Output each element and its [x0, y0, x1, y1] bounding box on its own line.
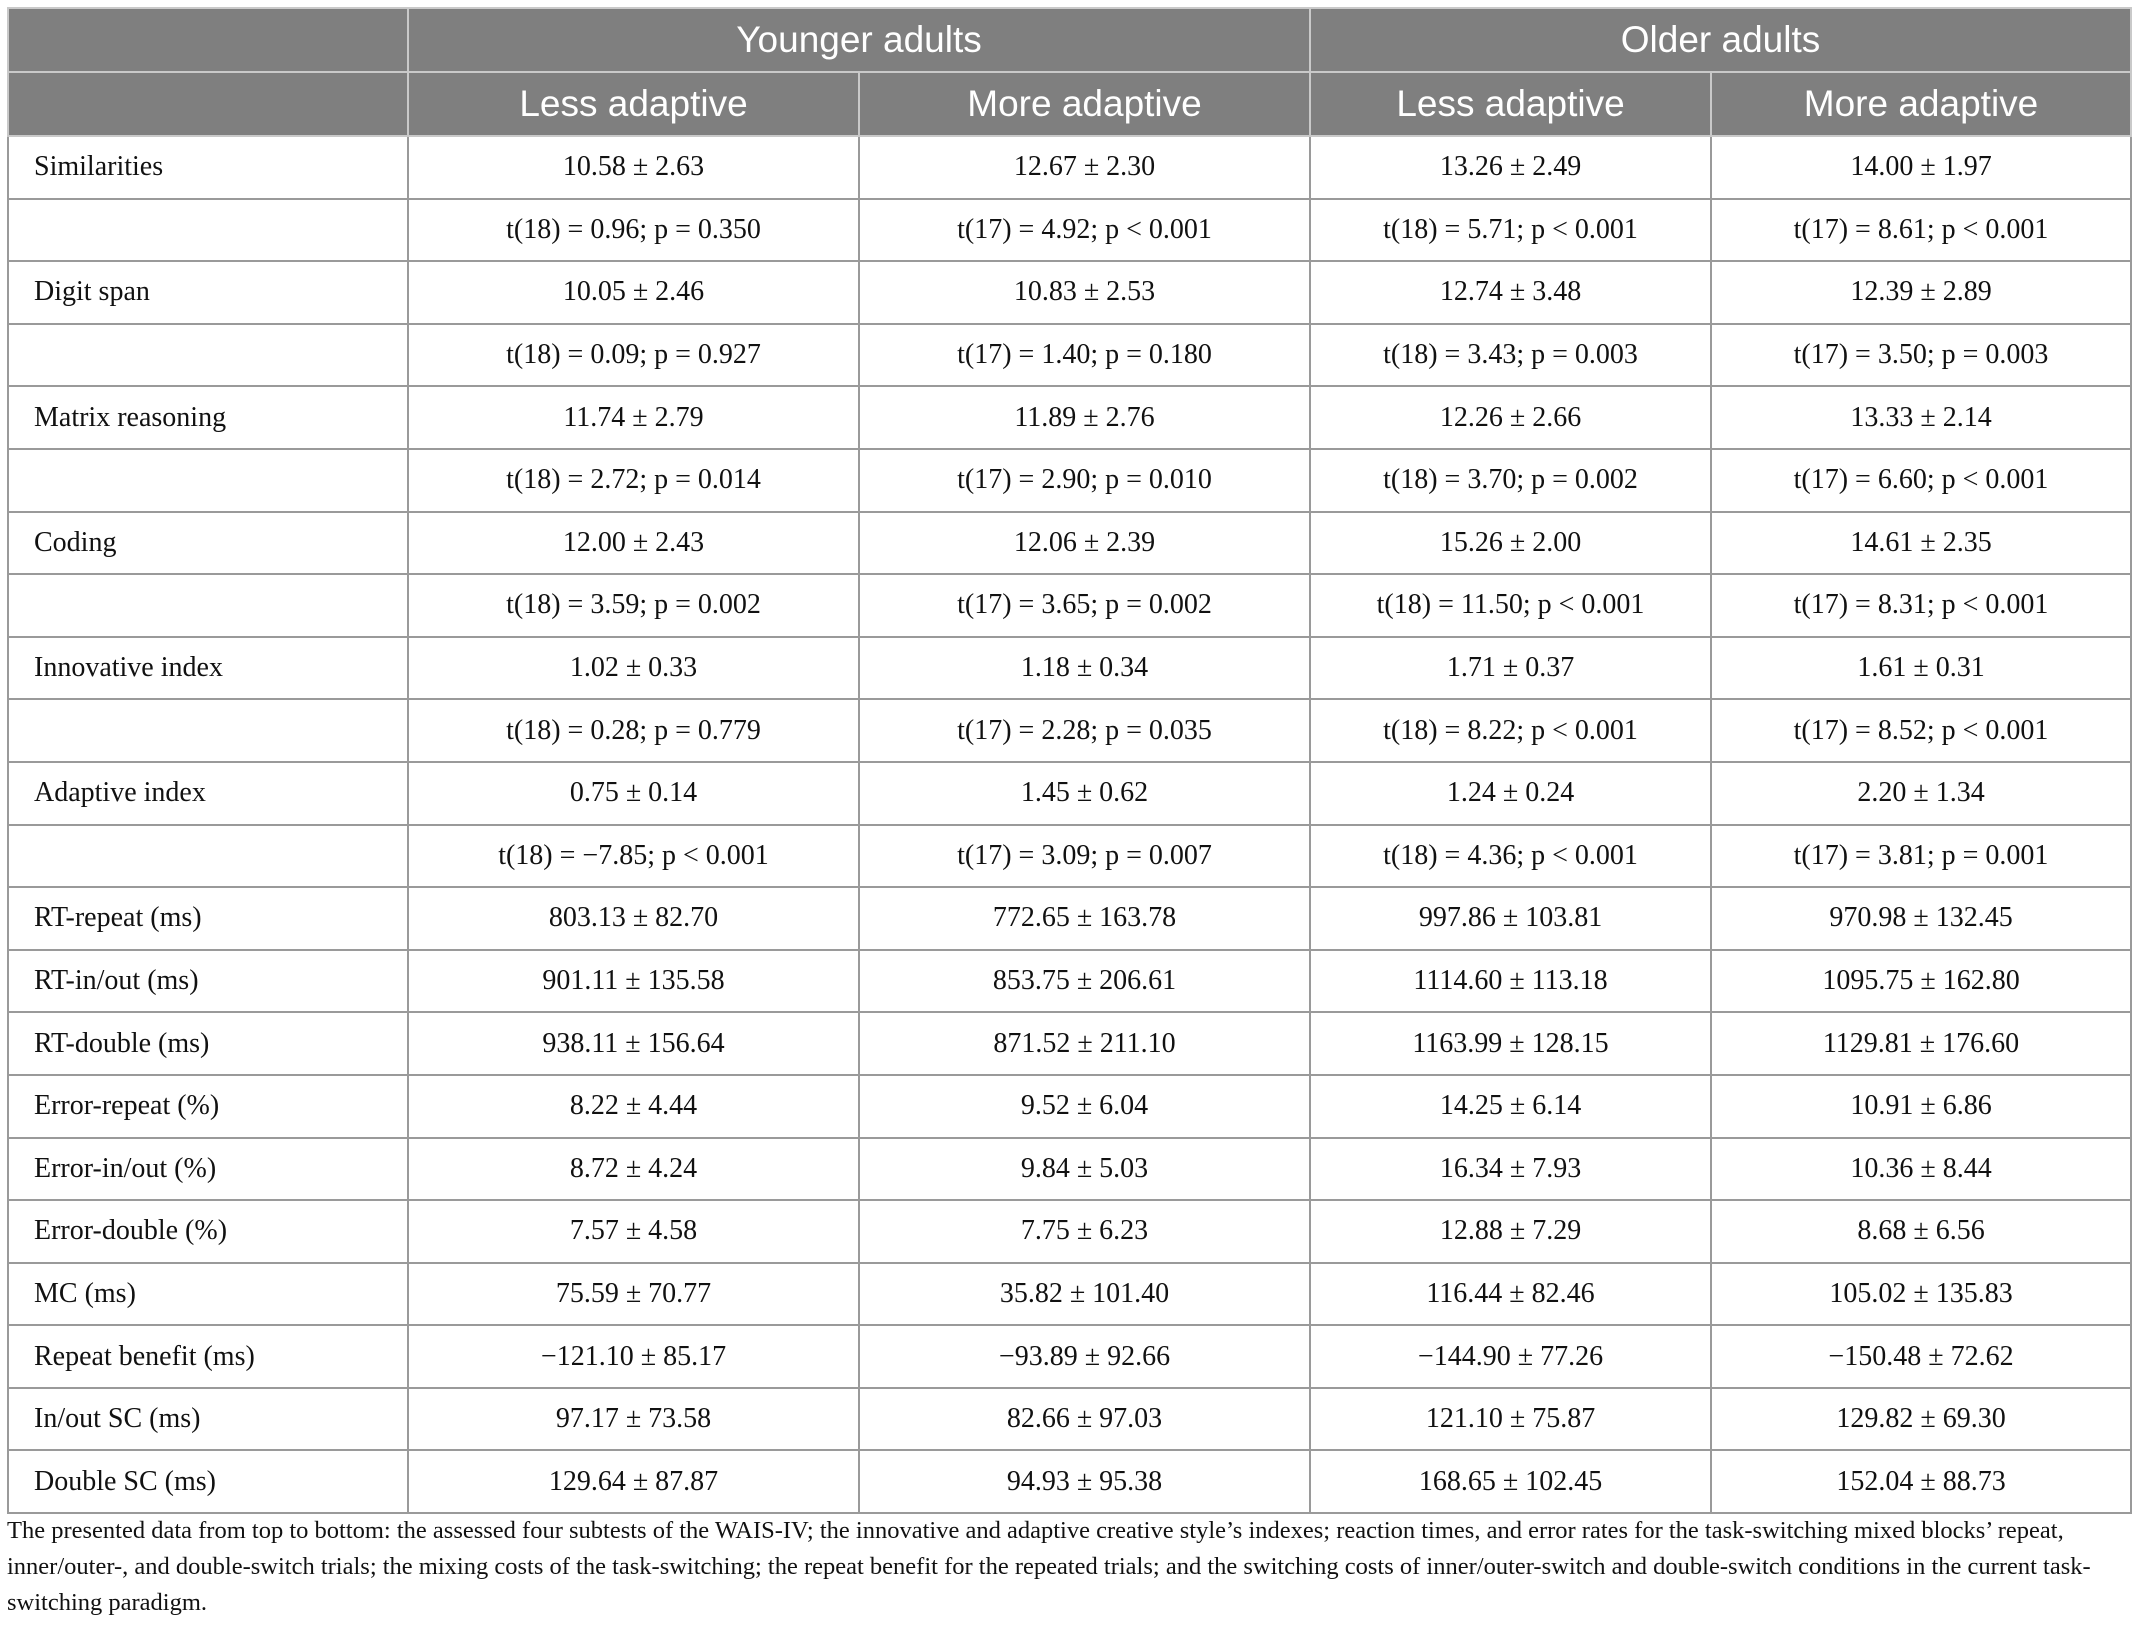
- row-label: [8, 324, 408, 387]
- stat-test-cell: t(18) = 3.43; p = 0.003: [1310, 324, 1711, 387]
- table-row: [8, 637, 2131, 700]
- value-cell: 12.39 ± 2.89: [1711, 261, 2131, 324]
- table-row: [8, 1388, 2131, 1451]
- value-cell: 10.58 ± 2.63: [408, 136, 859, 199]
- stat-test-cell: t(18) = 11.50; p < 0.001: [1310, 574, 1711, 637]
- stat-test-cell: t(17) = 8.52; p < 0.001: [1711, 699, 2131, 762]
- value-cell: 12.00 ± 2.43: [408, 512, 859, 575]
- value-cell: −150.48 ± 72.62: [1711, 1325, 2131, 1388]
- table-row: [8, 1200, 2131, 1263]
- stat-test-cell: t(18) = 5.71; p < 0.001: [1310, 199, 1711, 262]
- value-cell: 11.74 ± 2.79: [408, 386, 859, 449]
- value-cell: 82.66 ± 97.03: [859, 1388, 1310, 1451]
- stat-test-row: [8, 574, 2131, 637]
- value-cell: 1114.60 ± 113.18: [1310, 950, 1711, 1013]
- value-cell: 7.57 ± 4.58: [408, 1200, 859, 1263]
- value-cell: 12.88 ± 7.29: [1310, 1200, 1711, 1263]
- table-row: [8, 1138, 2131, 1201]
- table-body: [8, 136, 2131, 1513]
- row-label: Digit span: [8, 261, 408, 324]
- value-cell: −144.90 ± 77.26: [1310, 1325, 1711, 1388]
- row-label: In/out SC (ms): [8, 1388, 408, 1451]
- stat-test-cell: t(17) = 8.31; p < 0.001: [1711, 574, 2131, 637]
- value-cell: −121.10 ± 85.17: [408, 1325, 859, 1388]
- stat-test-row: [8, 449, 2131, 512]
- value-cell: 938.11 ± 156.64: [408, 1012, 859, 1075]
- stat-test-row: [8, 324, 2131, 387]
- value-cell: 168.65 ± 102.45: [1310, 1450, 1711, 1513]
- value-cell: 14.00 ± 1.97: [1711, 136, 2131, 199]
- stat-test-cell: t(17) = 2.90; p = 0.010: [859, 449, 1310, 512]
- row-label: Error-in/out (%): [8, 1138, 408, 1201]
- value-cell: 94.93 ± 95.38: [859, 1450, 1310, 1513]
- value-cell: 10.83 ± 2.53: [859, 261, 1310, 324]
- subheader-empty-cell: [8, 72, 408, 136]
- group-header-row: [8, 8, 2131, 72]
- row-label: RT-double (ms): [8, 1012, 408, 1075]
- value-cell: 7.75 ± 6.23: [859, 1200, 1310, 1263]
- group-header-younger: Younger adults: [408, 8, 1310, 72]
- row-label: [8, 449, 408, 512]
- value-cell: 129.82 ± 69.30: [1711, 1388, 2131, 1451]
- subheader-older-less-adaptive: Less adaptive: [1310, 72, 1711, 136]
- value-cell: −93.89 ± 92.66: [859, 1325, 1310, 1388]
- row-label: Coding: [8, 512, 408, 575]
- value-cell: 8.68 ± 6.56: [1711, 1200, 2131, 1263]
- stat-test-cell: t(18) = 0.09; p = 0.927: [408, 324, 859, 387]
- value-cell: 1.71 ± 0.37: [1310, 637, 1711, 700]
- value-cell: 12.74 ± 3.48: [1310, 261, 1711, 324]
- header-empty-cell: [8, 8, 408, 72]
- value-cell: 9.84 ± 5.03: [859, 1138, 1310, 1201]
- subheader-younger-more-adaptive: More adaptive: [859, 72, 1310, 136]
- value-cell: 2.20 ± 1.34: [1711, 762, 2131, 825]
- table-row: [8, 762, 2131, 825]
- table-row: [8, 136, 2131, 199]
- value-cell: 1.02 ± 0.33: [408, 637, 859, 700]
- value-cell: 14.61 ± 2.35: [1711, 512, 2131, 575]
- results-table-container: [7, 7, 2130, 1514]
- value-cell: 8.22 ± 4.44: [408, 1075, 859, 1138]
- results-table: [7, 7, 2132, 1514]
- row-label: Error-repeat (%): [8, 1075, 408, 1138]
- row-label: Matrix reasoning: [8, 386, 408, 449]
- table-row: [8, 1450, 2131, 1513]
- value-cell: 1.24 ± 0.24: [1310, 762, 1711, 825]
- value-cell: 871.52 ± 211.10: [859, 1012, 1310, 1075]
- value-cell: 75.59 ± 70.77: [408, 1263, 859, 1326]
- value-cell: 97.17 ± 73.58: [408, 1388, 859, 1451]
- row-label: Double SC (ms): [8, 1450, 408, 1513]
- value-cell: 1.45 ± 0.62: [859, 762, 1310, 825]
- stat-test-row: [8, 199, 2131, 262]
- value-cell: 901.11 ± 135.58: [408, 950, 859, 1013]
- stat-test-cell: t(17) = 8.61; p < 0.001: [1711, 199, 2131, 262]
- stat-test-cell: t(18) = 4.36; p < 0.001: [1310, 825, 1711, 888]
- stat-test-cell: t(17) = 6.60; p < 0.001: [1711, 449, 2131, 512]
- value-cell: 970.98 ± 132.45: [1711, 887, 2131, 950]
- stat-test-row: [8, 699, 2131, 762]
- stat-test-cell: t(17) = 2.28; p = 0.035: [859, 699, 1310, 762]
- value-cell: 803.13 ± 82.70: [408, 887, 859, 950]
- stat-test-cell: t(18) = 3.70; p = 0.002: [1310, 449, 1711, 512]
- stat-test-cell: t(18) = 2.72; p = 0.014: [408, 449, 859, 512]
- value-cell: 105.02 ± 135.83: [1711, 1263, 2131, 1326]
- row-label: [8, 199, 408, 262]
- table-row: [8, 386, 2131, 449]
- subheader-older-more-adaptive: More adaptive: [1711, 72, 2131, 136]
- row-label: [8, 574, 408, 637]
- value-cell: 1129.81 ± 176.60: [1711, 1012, 2131, 1075]
- table-row: [8, 261, 2131, 324]
- row-label: MC (ms): [8, 1263, 408, 1326]
- value-cell: 772.65 ± 163.78: [859, 887, 1310, 950]
- subheader-row: [8, 72, 2131, 136]
- row-label: RT-in/out (ms): [8, 950, 408, 1013]
- value-cell: 16.34 ± 7.93: [1310, 1138, 1711, 1201]
- value-cell: 1.18 ± 0.34: [859, 637, 1310, 700]
- value-cell: 13.26 ± 2.49: [1310, 136, 1711, 199]
- table-row: [8, 1075, 2131, 1138]
- value-cell: 12.26 ± 2.66: [1310, 386, 1711, 449]
- stat-test-cell: t(18) = −7.85; p < 0.001: [408, 825, 859, 888]
- value-cell: 10.05 ± 2.46: [408, 261, 859, 324]
- row-label: Similarities: [8, 136, 408, 199]
- value-cell: 14.25 ± 6.14: [1310, 1075, 1711, 1138]
- stat-test-cell: t(17) = 3.65; p = 0.002: [859, 574, 1310, 637]
- row-label: Repeat benefit (ms): [8, 1325, 408, 1388]
- stat-test-cell: t(17) = 1.40; p = 0.180: [859, 324, 1310, 387]
- value-cell: 12.67 ± 2.30: [859, 136, 1310, 199]
- value-cell: 1163.99 ± 128.15: [1310, 1012, 1711, 1075]
- value-cell: 997.86 ± 103.81: [1310, 887, 1711, 950]
- stat-test-cell: t(17) = 4.92; p < 0.001: [859, 199, 1310, 262]
- group-header-older: Older adults: [1310, 8, 2131, 72]
- value-cell: 152.04 ± 88.73: [1711, 1450, 2131, 1513]
- table-row: [8, 950, 2131, 1013]
- stat-test-row: [8, 825, 2131, 888]
- stat-test-cell: t(17) = 3.09; p = 0.007: [859, 825, 1310, 888]
- value-cell: 129.64 ± 87.87: [408, 1450, 859, 1513]
- row-label: RT-repeat (ms): [8, 887, 408, 950]
- table-row: [8, 1263, 2131, 1326]
- value-cell: 0.75 ± 0.14: [408, 762, 859, 825]
- table-row: [8, 1325, 2131, 1388]
- row-label: Innovative index: [8, 637, 408, 700]
- value-cell: 12.06 ± 2.39: [859, 512, 1310, 575]
- table-header: [8, 8, 2131, 136]
- value-cell: 10.91 ± 6.86: [1711, 1075, 2131, 1138]
- value-cell: 10.36 ± 8.44: [1711, 1138, 2131, 1201]
- stat-test-cell: t(17) = 3.50; p = 0.003: [1711, 324, 2131, 387]
- value-cell: 853.75 ± 206.61: [859, 950, 1310, 1013]
- value-cell: 1.61 ± 0.31: [1711, 637, 2131, 700]
- table-row: [8, 1012, 2131, 1075]
- value-cell: 13.33 ± 2.14: [1711, 386, 2131, 449]
- table-caption: The presented data from top to bottom: the assessed four subtests of the WAIS-IV; the innovative and adaptive creative style’s indexes; reaction times, and error rates for the task-switching mixed blocks’ repeat, inner/outer-, and double-switch trials; the mixing costs of the task-switching; the repeat benefit for the repeated trials; and the switching costs of inner/outer-switch and double-switch conditions in the current task-switching paradigm.: [7, 1517, 2091, 1616]
- value-cell: 15.26 ± 2.00: [1310, 512, 1711, 575]
- subheader-younger-less-adaptive: Less adaptive: [408, 72, 859, 136]
- stat-test-cell: t(18) = 3.59; p = 0.002: [408, 574, 859, 637]
- row-label: [8, 825, 408, 888]
- value-cell: 8.72 ± 4.24: [408, 1138, 859, 1201]
- stat-test-cell: t(18) = 0.28; p = 0.779: [408, 699, 859, 762]
- value-cell: 121.10 ± 75.87: [1310, 1388, 1711, 1451]
- value-cell: 35.82 ± 101.40: [859, 1263, 1310, 1326]
- value-cell: 1095.75 ± 162.80: [1711, 950, 2131, 1013]
- value-cell: 9.52 ± 6.04: [859, 1075, 1310, 1138]
- stat-test-cell: t(18) = 8.22; p < 0.001: [1310, 699, 1711, 762]
- table-row: [8, 887, 2131, 950]
- value-cell: 116.44 ± 82.46: [1310, 1263, 1711, 1326]
- value-cell: 11.89 ± 2.76: [859, 386, 1310, 449]
- row-label: Error-double (%): [8, 1200, 408, 1263]
- stat-test-cell: t(17) = 3.81; p = 0.001: [1711, 825, 2131, 888]
- table-row: [8, 512, 2131, 575]
- stat-test-cell: t(18) = 0.96; p = 0.350: [408, 199, 859, 262]
- row-label: Adaptive index: [8, 762, 408, 825]
- row-label: [8, 699, 408, 762]
